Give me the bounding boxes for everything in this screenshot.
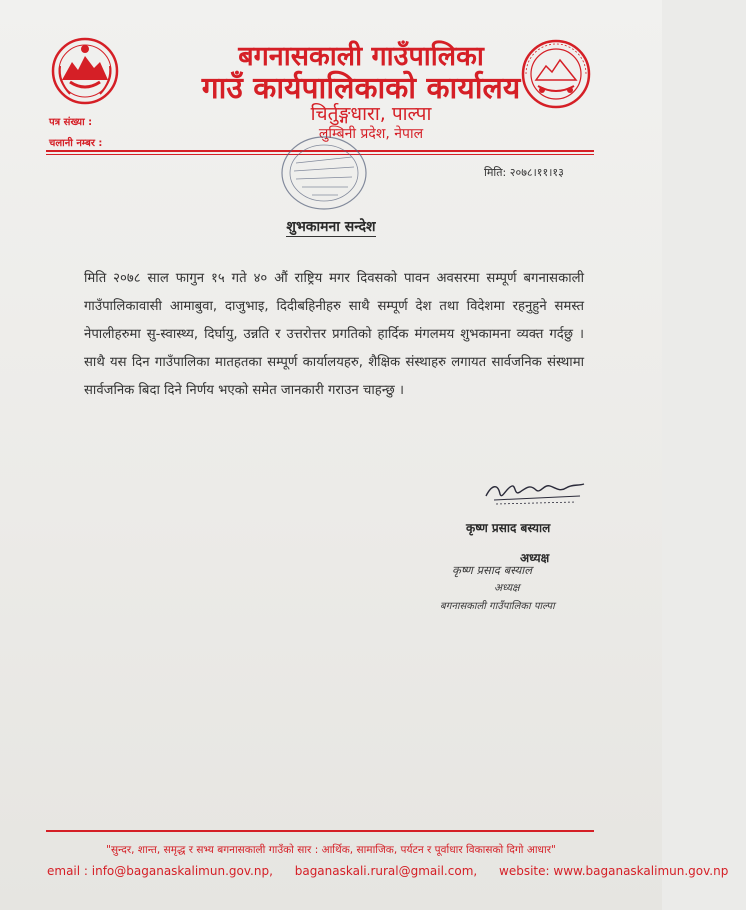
signatory-name: कृष्ण प्रसाद बस्याल [466, 521, 551, 535]
office-province: लुम्बिनी प्रदेश, नेपाल [318, 126, 424, 142]
office-name-line1: बगनासकाली गाउँपालिका [238, 41, 484, 72]
letter-date: मिति: २०७८।११।१३ [484, 166, 564, 179]
footer-email[interactable]: email : info@baganaskalimun.gov.np, [47, 864, 273, 878]
handwritten-name: कृष्ण प्रसाद बस्याल [452, 563, 533, 577]
footer-divider [46, 830, 594, 832]
office-name-line2: गाउँ कार्यपालिकाको कार्यालय [201, 71, 521, 106]
office-stamp [272, 133, 372, 215]
footer-website[interactable]: website: www.baganaskalimun.gov.np [499, 864, 729, 878]
handwritten-signature [480, 474, 590, 510]
footer-contact [47, 864, 729, 878]
handwritten-title: अध्यक्ष [494, 582, 520, 594]
letter-body: मिति २०७८ साल फागुन १५ गते ४० औं राष्ट्रिय मगर दिवसको पावन अवसरमा सम्पूर्ण बगनासकाली गाउँपालिकावासी आमाबुवा, दाजुभाइ, दिदीबहिनीहरु साथै सम्पूर्ण देश तथा विदेशमा रहनुहुने समस्त नेपालीहरुमा सु-स्वास्थ्य, दिर्घायु, उन्नति र उत्तरोत्तर प्रगतिको हार्दिक मंगलमय शुभकामना व्यक्त गर्दछु । साथै यस दिन गाउँपालिका मातहतका सम्पूर्ण कार्यालयहरु, शैक्षिक संस्थाहरु लगायत सार्वजनिक संस्थामा सार्वजनिक बिदा दिने निर्णय भएको समेत जानकारी गराउन चाहन्छु । [84, 271, 584, 398]
subject-text: शुभकामना सन्देश [286, 219, 376, 235]
signatory-title: अध्यक्ष [520, 551, 550, 565]
handwritten-office: बगनासकाली गाउँपालिका पाल्पा [440, 601, 555, 612]
footer-email-secondary[interactable]: baganaskali.rural@gmail.com, [294, 864, 478, 878]
footer-slogan: "सुन्दर, शान्त, समृद्ध र सभ्य बगनासकाली गाउँको सार : आर्थिक, सामाजिक, पर्यटन र पूर्वाधार विकासको दिगो आधार" [106, 844, 556, 856]
reference-number-label: पत्र संख्या : [49, 117, 93, 128]
letter-subject [0, 217, 662, 236]
dispatch-number-label: चलानी नम्बर : [49, 138, 103, 149]
office-address: चिर्तुङ्गधारा, पाल्पा [310, 103, 432, 125]
